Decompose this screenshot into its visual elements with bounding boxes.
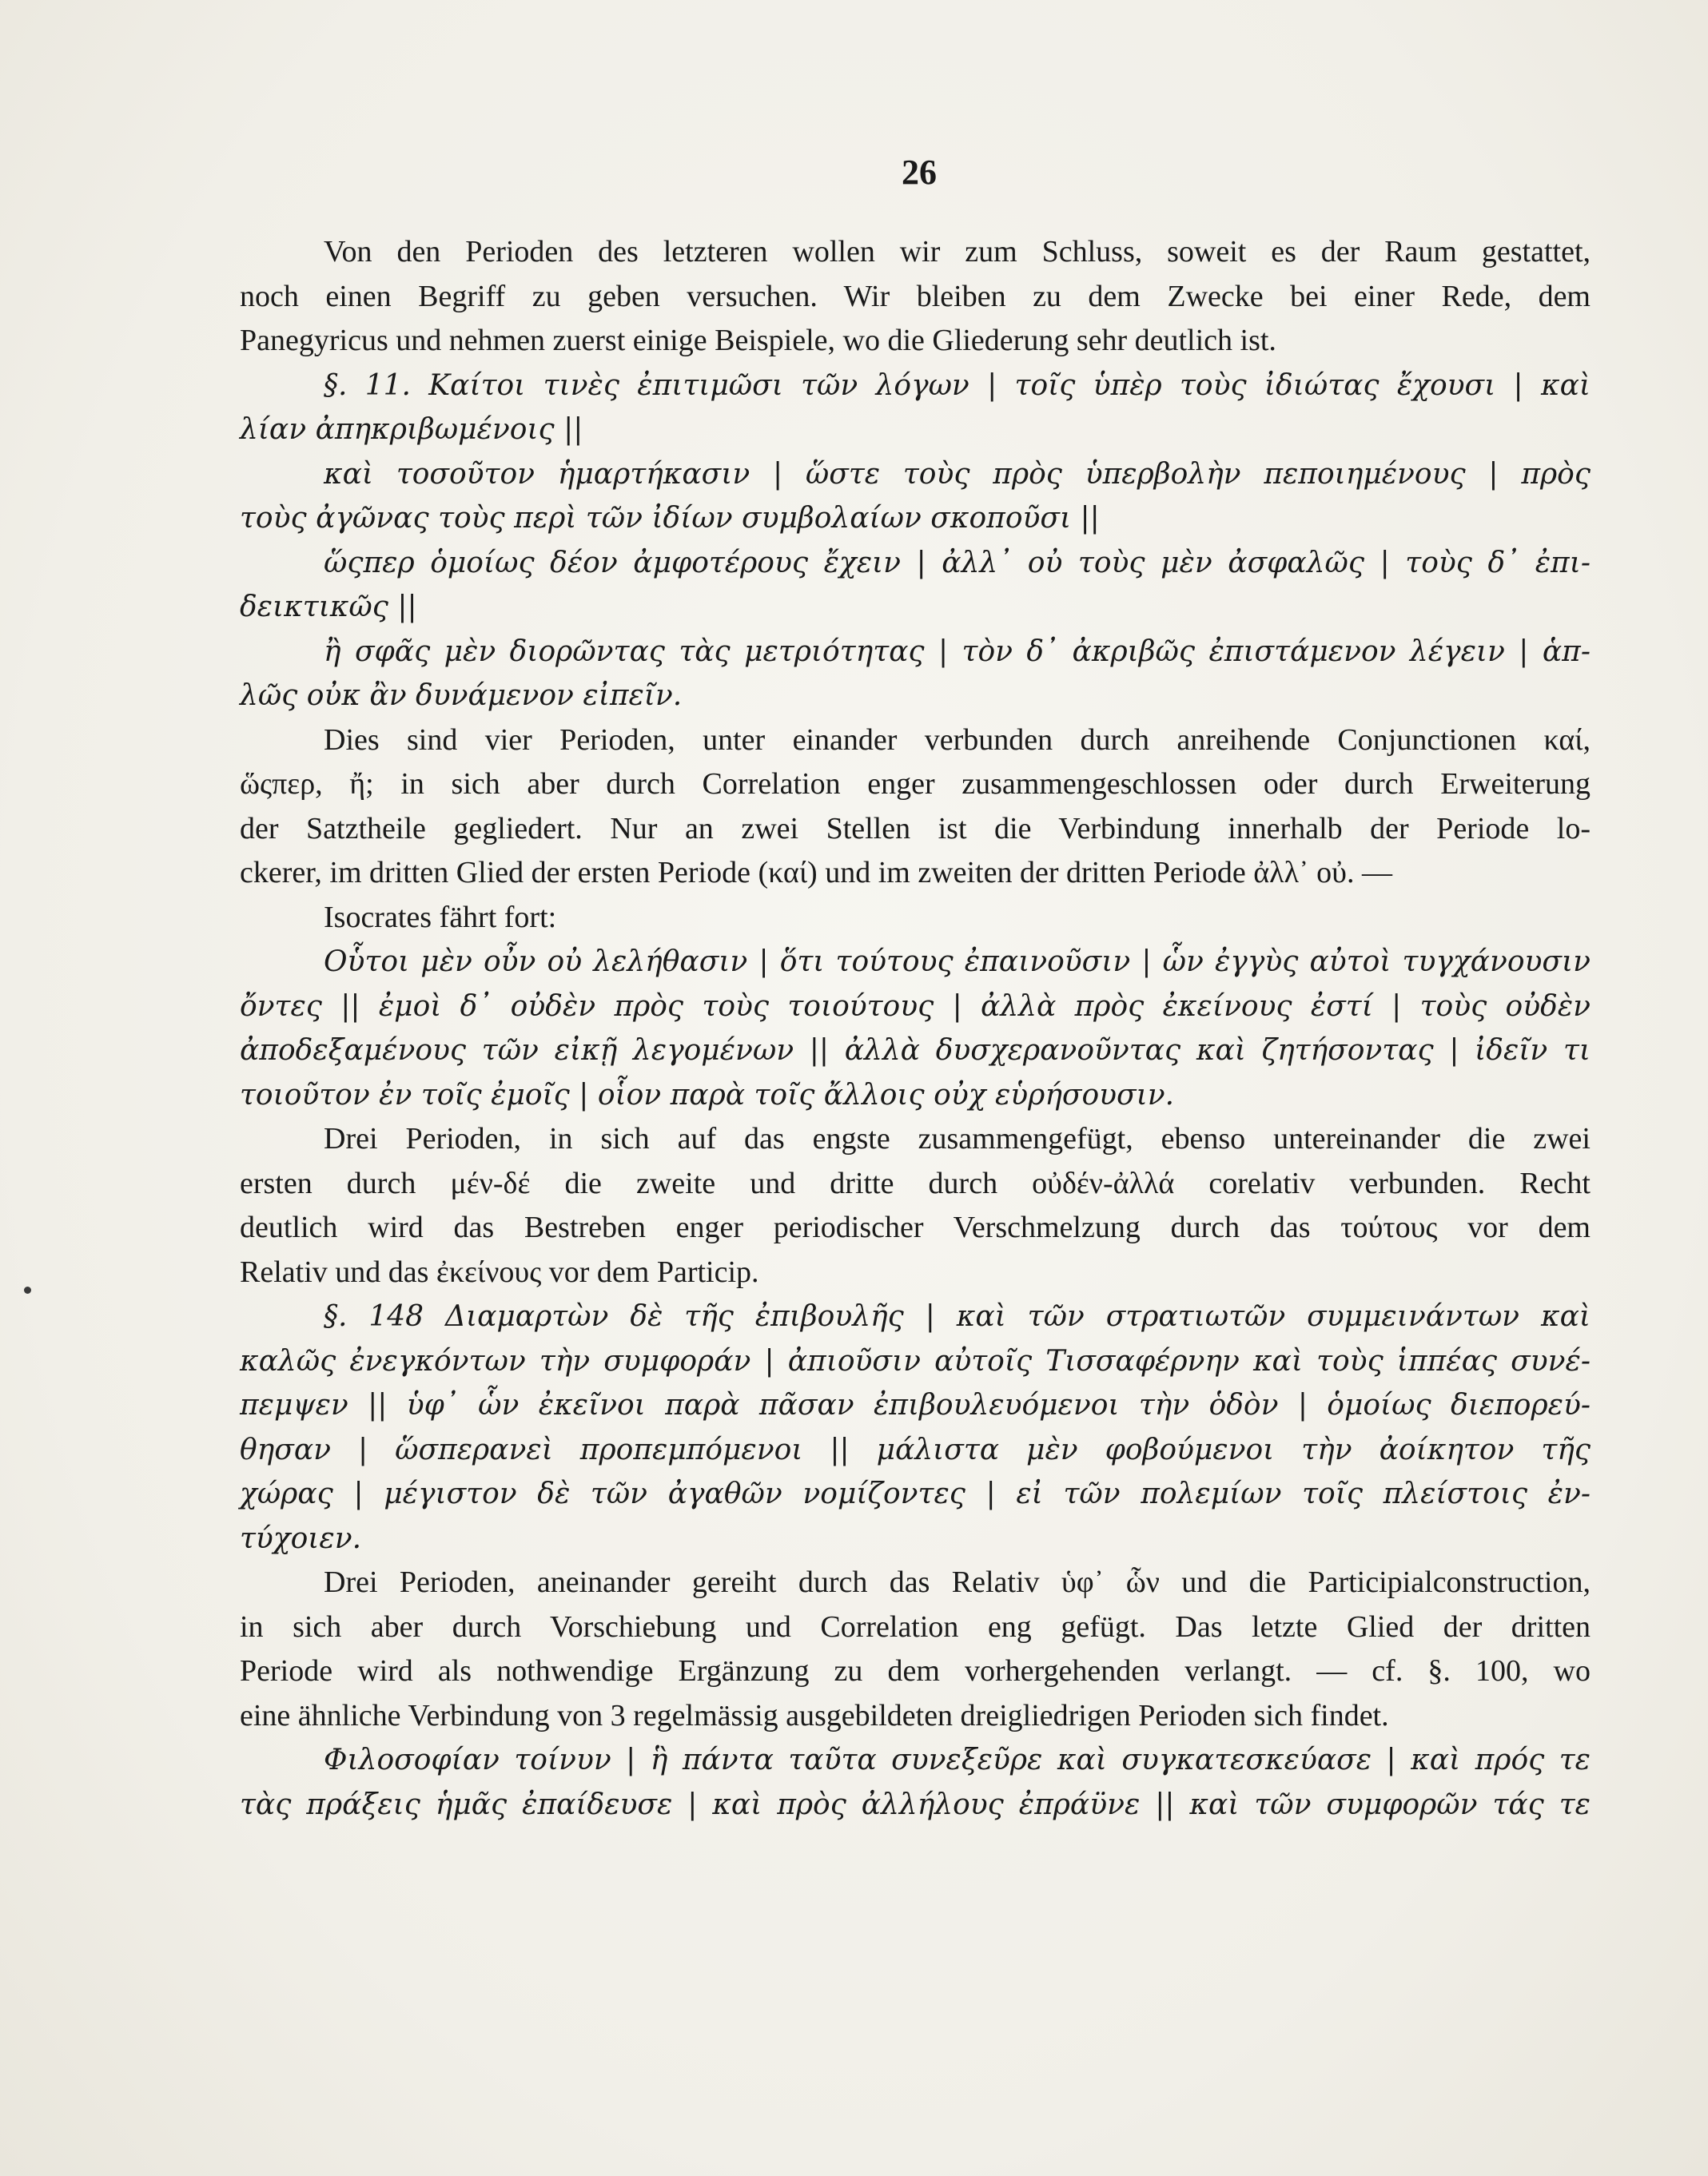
greek-text-line: τὰς πράξεις ἡμᾶς ἐπαίδευσε | καὶ πρὸς ἀλλήλους ἐπράϋνε || καὶ τῶν συμφορῶν τάς τε	[240, 1788, 1591, 1821]
text-line: ersten durch μέν-δέ die zweite und dritte durch οὐδέν-ἀλλά corelativ verbunden. Recht	[240, 1166, 1591, 1200]
text-line: Drei Perioden, in sich auf das engste zusammengefügt, ebenso untereinander die zwei	[324, 1122, 1591, 1156]
greek-text-line: Φιλοσοφίαν τοίνυν | ἣ πάντα ταῦτα συνεξεῦρε καὶ συγκατεσκεύασε | καὶ πρός τε	[324, 1744, 1591, 1776]
ink-spot	[24, 1287, 31, 1294]
greek-text-line: ἀποδεξαμένους τῶν εἰκῇ λεγομένων || ἀλλὰ δυσχερανοῦντας καὶ ζητήσοντας | ἰδεῖν τι	[240, 1034, 1591, 1067]
text-line: Isocrates fährt fort:	[324, 900, 557, 934]
greek-text-line: καλῶς ἐνεγκόντων τὴν συμφοράν | ἀπιοῦσιν αὐτοῖς Τισσαφέρνην καὶ τοὺς ἱππέας συνέ-	[240, 1344, 1591, 1378]
text-line: Periode wird als nothwendige Ergänzung zu dem vorhergehenden verlangt. — cf. §. 100, wo	[240, 1654, 1591, 1688]
greek-text-line: δεικτικῶς ||	[240, 591, 417, 623]
greek-text-line: §. 11. Καίτοι τινὲς ἐπιτιμῶσι τῶν λόγων | τοῖς ὑπὲρ τοὺς ἰδιώτας ἔχουσι | καὶ	[324, 368, 1591, 402]
text-line: Dies sind vier Perioden, unter einander verbunden durch anreihende Conjunctionen καί,	[324, 722, 1591, 757]
greek-text-line: §. 148 Διαμαρτὼν δὲ τῆς ἐπιβουλῆς | καὶ τῶν στρατιωτῶν συμμεινάντων καὶ	[324, 1300, 1591, 1333]
text-line: deutlich wird das Bestreben enger periodischer Verschmelzung durch das τούτους vor dem	[240, 1211, 1591, 1244]
text-line: eine ähnliche Verbindung von 3 regelmässig ausgebildeten dreigliedrigen Perioden sich findet.	[240, 1698, 1389, 1732]
text-line: Drei Perioden, aneinander gereiht durch das Relativ ὑφ᾽ ὧν und die Participialconstruction,	[324, 1565, 1591, 1599]
greek-text-line: θησαν | ὥσπερανεὶ προπεμπόμενοι || μάλιστα μὲν φοβούμενοι τὴν ἀοίκητον τῆς	[240, 1433, 1591, 1466]
text-line: Von den Perioden des letzteren wollen wir zum Schluss, soweit es der Raum gestattet,	[324, 235, 1591, 269]
greek-text-line: χώρας | μέγιστον δὲ τῶν ἀγαθῶν νομίζοντες | εἰ τῶν πολεμίων τοῖς πλείστοις ἐν-	[240, 1478, 1591, 1510]
greek-text-line: ἢ σφᾶς μὲν διορῶντας τὰς μετριότητας | τὸν δ᾽ ἀκριβῶς ἐπιστάμενον λέγειν | ἁπ-	[324, 635, 1591, 668]
body-text	[240, 230, 1591, 1827]
text-line: in sich aber durch Vorschiebung und Correlation eng gefügt. Das letzte Glied der dritten	[240, 1609, 1591, 1644]
greek-text-line: τοιοῦτον ἐν τοῖς ἐμοῖς | οἷον παρὰ τοῖς ἄλλοις οὐχ εὑρήσουσιν.	[240, 1078, 1175, 1112]
text-line: ckerer, im dritten Glied der ersten Periode (καί) und im zweiten der dritten Periode ἀλλ᾽ οὐ. —	[240, 856, 1392, 889]
greek-text-line: ὥςπερ ὁμοίως δέον ἀμφοτέρους ἔχειν | ἀλλ᾽ οὐ τοὺς μὲν ἀσφαλῶς | τοὺς δ᾽ ἐπι-	[324, 546, 1591, 579]
greek-text-line: λίαν ἀπηκριβωμένοις ||	[240, 413, 583, 446]
page-number: 26	[902, 153, 937, 192]
greek-text-line: ὄντες || ἐμοὶ δ᾽ οὐδὲν πρὸς τοὺς τοιούτους | ἀλλὰ πρὸς ἐκείνους ἐστί | τοὺς οὐδὲν	[240, 989, 1591, 1023]
text-line: Panegyricus und nehmen zuerst einige Beispiele, wo die Gliederung sehr deutlich ist.	[240, 324, 1276, 357]
greek-text-line: τοὺς ἀγῶνας τοὺς περὶ τῶν ἰδίων συμβολαίων σκοποῦσι ||	[240, 502, 1100, 535]
text-line: Relativ und das ἐκείνους vor dem Particip.	[240, 1255, 759, 1289]
greek-text-line: τύχοιεν.	[240, 1522, 362, 1555]
text-line: noch einen Begriff zu geben versuchen. Wir bleiben zu dem Zwecke bei einer Rede, dem	[240, 279, 1591, 313]
text-line: der Satztheile gegliedert. Nur an zwei Stellen ist die Verbindung innerhalb der Periode lo-	[240, 811, 1591, 845]
greek-text-line: λῶς οὐκ ἂν δυνάμενον εἰπεῖν.	[240, 679, 683, 712]
greek-text-line: πεμψεν || ὑφ᾽ ὧν ἐκεῖνοι παρὰ πᾶσαν ἐπιβουλευόμενοι τὴν ὁδὸν | ὁμοίως διεπορεύ-	[240, 1389, 1591, 1422]
greek-text-line: καὶ τοσοῦτον ἡμαρτήκασιν | ὥστε τοὺς πρὸς ὑπερβολὴν πεποιημένους | πρὸς	[324, 457, 1591, 491]
greek-text-line: Οὗτοι μὲν οὖν οὐ λελήθασιν | ὅτι τούτους ἐπαινοῦσιν | ὧν ἐγγὺς αὐτοὶ τυγχάνουσιν	[324, 945, 1591, 978]
text-line: ὥςπερ, ἤ; in sich aber durch Correlation enger zusammengeschlossen oder durch Erweiterung	[240, 767, 1591, 801]
